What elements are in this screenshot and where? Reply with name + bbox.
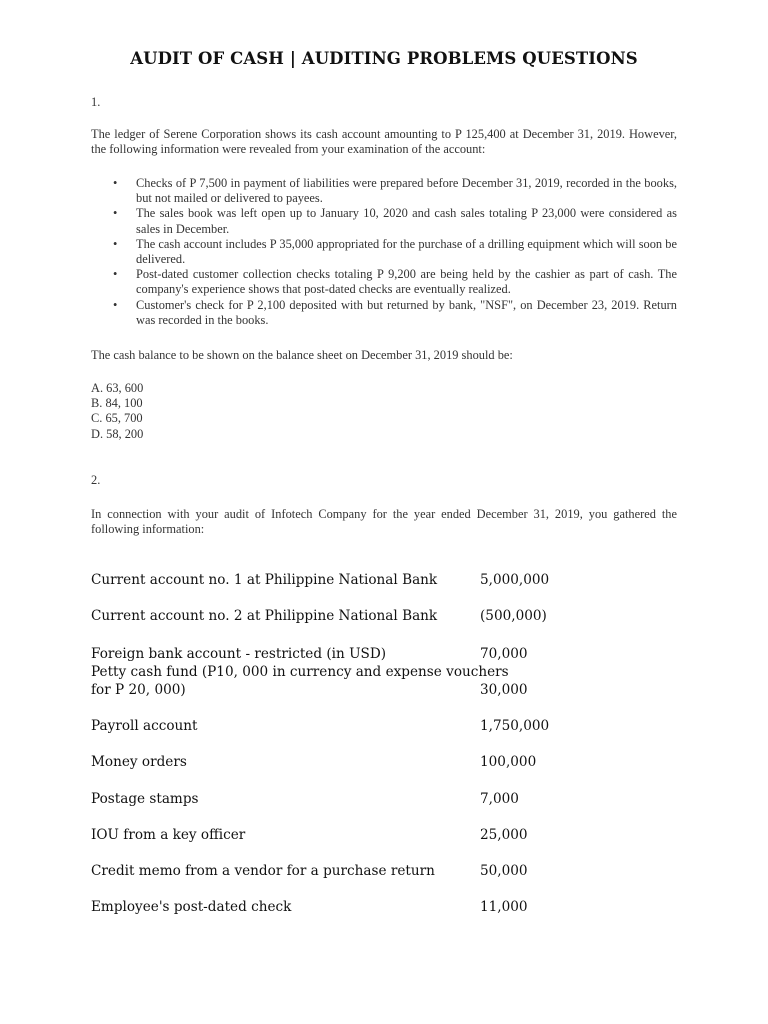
item-amount: 30,000	[480, 682, 528, 698]
question-1-number: 1.	[91, 95, 101, 109]
item-amount: 70,000	[480, 646, 528, 662]
question-2-intro: In connection with your audit of Infotech Company for the year ended December 31, 2019, you gathered the following information:	[91, 507, 677, 537]
bullet-item	[91, 267, 677, 297]
item-amount: 5,000,000	[480, 572, 550, 588]
choice-a: A. 63, 600	[91, 381, 144, 395]
item-label: Current account no. 2 at Philippine National Bank	[91, 608, 438, 624]
item-label: Payroll account	[91, 718, 198, 734]
question-2-number: 2.	[91, 473, 101, 487]
bullet-item	[91, 176, 677, 206]
item-amount: 7,000	[480, 791, 519, 807]
item-label: for P 20, 000)	[91, 682, 186, 698]
bullet-icon: •	[113, 236, 118, 251]
question-1-prompt: The cash balance to be shown on the balance sheet on December 31, 2019 should be:	[91, 348, 513, 362]
question-1-intro: The ledger of Serene Corporation shows its cash account amounting to P 125,400 at December 31, 2019. However, the following information were revealed from your examination of the account:	[91, 127, 677, 157]
item-label: Money orders	[91, 754, 187, 770]
bullet-item	[91, 298, 677, 328]
page-title: AUDIT OF CASH | AUDITING PROBLEMS QUESTIONS	[130, 49, 638, 68]
choice-b: B. 84, 100	[91, 396, 143, 411]
item-label: Credit memo from a vendor for a purchase return	[91, 863, 435, 879]
item-label: Current account no. 1 at Philippine National Bank	[91, 572, 438, 588]
item-label: Postage stamps	[91, 791, 199, 807]
item-amount: 1,750,000	[480, 718, 550, 734]
choice-c: C. 65, 700	[91, 411, 143, 426]
bullet-icon: •	[113, 267, 118, 282]
bullet-text: Post-dated customer collection checks totaling P 9,200 are being held by the cashier as part of cash. The company's experience shows that post-dated checks are eventually realized.	[136, 267, 677, 297]
bullet-item	[91, 206, 677, 236]
bullet-icon: •	[113, 297, 118, 312]
choice-d: D. 58, 200	[91, 426, 144, 441]
item-label: Petty cash fund (P10, 000 in currency and expense vouchers	[91, 664, 509, 680]
item-label: Foreign bank account - restricted (in USD)	[91, 646, 387, 662]
bullet-text: Customer's check for P 2,100 deposited with but returned by bank, "NSF", on December 23, 2019. Return was recorded in the books.	[136, 297, 677, 327]
bullet-text: The cash account includes P 35,000 appropriated for the purchase of a drilling equipment which will soon be delivered.	[136, 236, 677, 267]
bullet-text: The sales book was left open up to January 10, 2020 and cash sales totaling P 23,000 were considered as sales in December.	[136, 206, 677, 236]
item-label: Employee's post-dated check	[91, 899, 292, 915]
item-label: IOU from a key officer	[91, 827, 246, 843]
item-amount: 11,000	[480, 899, 528, 915]
question-1-bullet-list	[91, 176, 677, 328]
item-amount: 50,000	[480, 863, 528, 879]
bullet-icon: •	[113, 206, 118, 221]
item-amount: 100,000	[480, 754, 537, 770]
item-amount: (500,000)	[480, 608, 547, 624]
bullet-item	[91, 237, 677, 267]
item-amount: 25,000	[480, 827, 528, 843]
bullet-text: Checks of P 7,500 in payment of liabilities were prepared before December 31, 2019, recorded in the books, but not mailed or delivered to payees.	[136, 176, 677, 206]
question-1-choices	[91, 381, 143, 442]
bullet-icon: •	[113, 176, 118, 190]
